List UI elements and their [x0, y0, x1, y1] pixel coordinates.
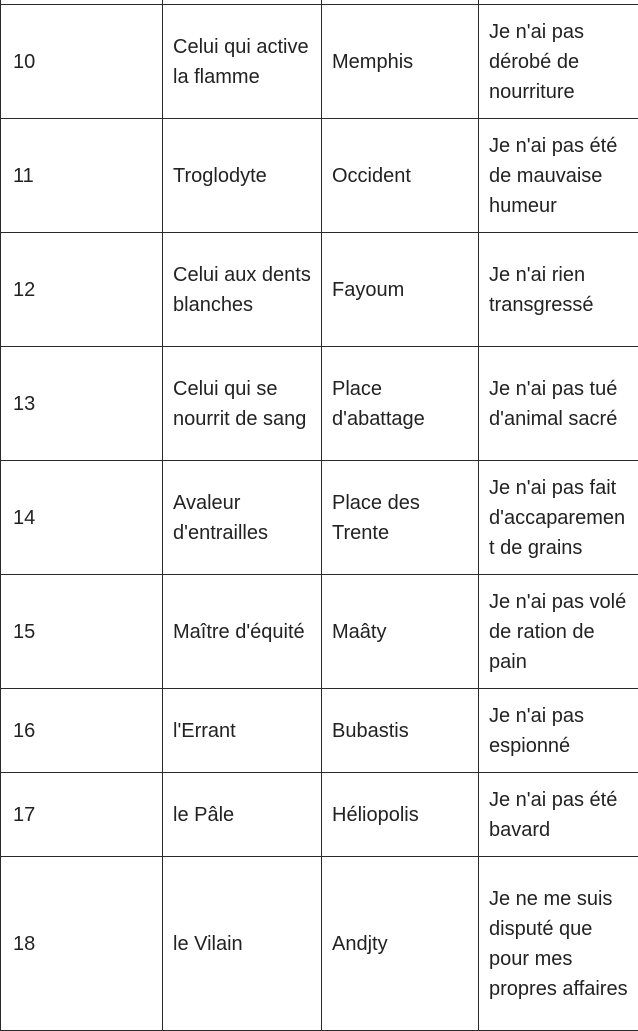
cell-declaration: Je n'ai pas fait d'accaparement de grains: [479, 461, 638, 575]
cell-number: 11: [1, 119, 163, 233]
table-row: [1, 461, 638, 575]
table-row: [1, 857, 638, 1031]
cell-name: Celui aux dents blanches: [163, 233, 322, 347]
cell-number: 10: [1, 5, 163, 119]
table-row: [1, 575, 638, 689]
cell-name: Celui qui se nourrit de sang: [163, 347, 322, 461]
cell-number: 17: [1, 773, 163, 857]
cell-name: Troglodyte: [163, 119, 322, 233]
table-row: [1, 5, 638, 119]
table-row: [1, 773, 638, 857]
cell-declaration: Je n'ai pas été de mauvaise humeur: [479, 119, 638, 233]
cell-declaration: Je n'ai pas été bavard: [479, 773, 638, 857]
cell-number: 14: [1, 461, 163, 575]
cell-number: 15: [1, 575, 163, 689]
table-row: [1, 689, 638, 773]
cell-place: Fayoum: [322, 233, 479, 347]
cell-declaration: Je n'ai pas dérobé de nourriture: [479, 5, 638, 119]
cell-name: l'Errant: [163, 689, 322, 773]
cell-place: Memphis: [322, 5, 479, 119]
cell-name: le Vilain: [163, 857, 322, 1031]
cell-declaration: Je n'ai pas tué d'animal sacré: [479, 347, 638, 461]
table-row: [1, 347, 638, 461]
cell-name: Avaleur d'entrailles: [163, 461, 322, 575]
cell-declaration: Je n'ai rien transgressé: [479, 233, 638, 347]
cell-declaration: Je ne me suis disputé que pour mes propres affaires: [479, 857, 638, 1031]
table-row: [1, 119, 638, 233]
cell-name: Maître d'équité: [163, 575, 322, 689]
cell-place: Héliopolis: [322, 773, 479, 857]
cell-place: Andjty: [322, 857, 479, 1031]
cell-declaration: Je n'ai pas espionné: [479, 689, 638, 773]
cell-place: Occident: [322, 119, 479, 233]
cell-number: 18: [1, 857, 163, 1031]
table-row: [1, 233, 638, 347]
cell-number: 12: [1, 233, 163, 347]
cell-declaration: Je n'ai pas volé de ration de pain: [479, 575, 638, 689]
cell-number: 13: [1, 347, 163, 461]
cell-number: 16: [1, 689, 163, 773]
cell-place: Place des Trente: [322, 461, 479, 575]
cell-place: Place d'abattage: [322, 347, 479, 461]
cell-name: Celui qui active la flamme: [163, 5, 322, 119]
cell-place: Bubastis: [322, 689, 479, 773]
cell-name: le Pâle: [163, 773, 322, 857]
cell-place: Maâty: [322, 575, 479, 689]
